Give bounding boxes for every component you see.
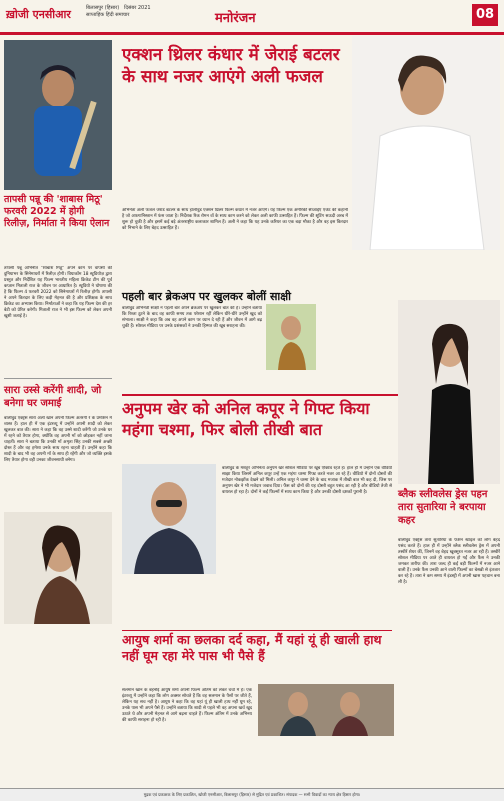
taapsee-headline: तापसी पन्नू की 'शाबास मिठू' फरवरी 2022 में होगी रिलीज़, निर्माता ने किया ऐलान [4,194,110,229]
ayush-body-2 [258,740,394,784]
sakshi-body: बॉलीवुड अभिनेत्री साक्षी ने पहली बार अपने ब्रेकअप पर खुलकर बात की है। उन्होंने बताया कि रिश्ता टूटने के बाद वह काफी समय तक परेशान रहीं लेकिन धीरे-धीरे उन्होंने खुद को संभाला। साक्षी ने कहा कि अब वह अपने काम पर ध्यान दे रही हैं और जीवन में आगे बढ़ चुकी हैं। सोशल मीडिया पर उनके प्रशंसकों ने उनकी हिम्मत की खूब सराहना की। [122,306,262,329]
section-divider-2 [122,630,392,631]
actor-portrait-illustration [122,464,216,574]
ali-headline: एक्शन थ्रिलर कंधार में जेराई बटलर के साथ नजर आएंगे अली फजल [122,45,340,87]
sara-body: बॉलीवुड एक्ट्रेस सारा अली खान अपनी फिल्म अतरंगी रे के प्रमोशन में व्यस्त हैं। हाल ही में एक इंटरव्यू में उन्होंने अपनी शादी को लेकर खुलकर बात की। सारा ने कहा कि वह उस्से शादी करेंगी जो उनके घर में रहने को तैयार होगा, क्योंकि वह अपनी माँ को छोड़कर नहीं जाना चाहतीं। सारा ने बताया कि उनकी माँ अमृता सिंह उनकी सबसे अच्छी दोस्त हैं और वह हमेशा उनके साथ रहना चाहती हैं। उन्होंने कहा कि शादी के बाद भी वह अपनी माँ के साथ ही रहेंगी और जो व्यक्ति इसके लिए तैयार होगा वही उनका जीवनसाथी बनेगा। [4,416,112,463]
ayush-body: सलमान खान के बहनोई आयुष शर्मा अपनी फिल्म अंतिम को लेकर चर्चा में हैं। एक इंटरव्यू में उन्होंने कहा कि लोग अक्सर सोचते हैं कि वह सलमान के पैसों पर जीते हैं, लेकिन यह सच नहीं है। आयुष ने कहा कि वह यहां यूं ही खाली हाथ नहीं घूम रहे, उनके पास भी अपने पैसे हैं। उन्होंने बताया कि शादी से पहले भी वह अपना खर्च खुद उठाते थे और अपनी मेहनत से आगे बढ़ना चाहते हैं। फिल्म अंतिम में उनके अभिनय की काफी सराहना हो रही है। [122,688,252,723]
anupam-headline: अनुपम खेर को अनिल कपूर ने गिफ्ट किया महंगा चश्मा, फिर बोली तीखी बात [122,399,370,439]
tara-photo [398,300,500,484]
sara-headline: सारा उस्से करेंगी शादी, जो बनेगा घर जमाई [4,385,102,409]
cricketer-illustration [4,40,112,190]
sara-photo [4,512,112,624]
sakshi-body-2 [320,306,360,390]
tara-body: बॉलीवुड एक्ट्रेस तारा सुतारिया के फैशन स्टाइल को लोग बेहद पसंद करते हैं। हाल ही में उन्होंने ब्लैक स्लीवलेस ड्रेस में अपनी तस्वीरें शेयर कीं, जिनमें वह बेहद खूबसूरत नजर आ रही हैं। तस्वीरें सोशल मीडिया पर आते ही वायरल हो गईं और फैंस ने उनकी जमकर तारीफ की। तारा जल्द ही कई बड़ी फिल्मों में नजर आने वाली हैं। उनके फैंस उनकी आने वाली फिल्मों का बेसब्री से इंतजार कर रहे हैं। तारा ने कम समय में इंडस्ट्री में अपनी खास पहचान बना ली है। [398,538,500,585]
ali-photo [352,36,500,250]
dateline: बिलासपुर (हिसार) दिसंबर 2021 साप्ताहिक हिंदी समाचार [86,5,151,18]
actors-duo-illustration [258,684,394,736]
section-title: मनोरंजन [215,11,256,26]
actress-thumb-illustration [266,304,316,370]
actress-figure-illustration [398,300,500,484]
brand-name: ख़ोजी एनसीआर [6,8,71,21]
footer-imprint: मुद्रक एवं प्रकाशक के लिए प्रकाशित, खोजी एनसीआर, बिलासपुर (हिसार) से मुद्रित एवं प्रकाशित। संपादक — सभी विवादों का न्याय क्षेत्र हिसार होगा। [0,788,504,801]
anupam-photo [122,464,216,574]
ayush-photo [258,684,394,736]
taapsee-body: तापसी पन्नू अभिनीत "शाबाश मिठू" अपने काम पर वापसी की दुनियाभर के सिनेमाघरों में रिलीज़ होगी। वियाकॉम 18 स्टूडियोज़ द्वारा प्रस्तुत और निर्देशित यह फिल्म भारतीय महिला क्रिकेट टीम की पूर्व कप्तान मिताली राज के जीवन पर आधारित है। स्टूडियो ने घोषणा की है कि फिल्म 4 फरवरी 2022 को सिनेमाघरों में रिलीज़ होगी। तापसी ने अपने किरदार के लिए कड़ी मेहनत की है और प्रशिक्षक के साथ क्रिकेट का अभ्यास किया। निर्माताओं ने कहा कि यह फिल्म देश की हर बेटी को प्रेरित करेगी। मिताली राज ने भी इस फिल्म को लेकर अपनी खुशी जताई है। [4,266,112,319]
ali-body: अभिनेता अली फजल जेरार्ड बटलर के साथ हॉलीवुड एक्शन थ्रिलर फिल्म कंधार में नजर आएंगे। यह फिल्म एक अमेरिकी सीआईए एजेंट की कहानी है जो अफगानिस्तान में फंस जाता है। निर्देशक रिक रोमन वॉ के साथ काम करने को लेकर अली काफी उत्साहित हैं। फिल्म की शूटिंग सऊदी अरब में शुरू हो चुकी है और इसमें कई बड़े अंतरराष्ट्रीय कलाकार शामिल हैं। अली ने कहा कि यह उनके करियर का एक बड़ा मौका है और वह इस किरदार को निभाने के लिए बेहद उत्साहित हैं। [122,208,348,231]
ayush-headline: आयुष शर्मा का छलका दर्द कहा, मैं यहां यूं ही खाली हाथ नहीं घूम रहा मेरे पास भी पैसे हैं [122,632,382,663]
divider [4,378,112,379]
anupam-body: बॉलीवुड के मशहूर अभिनेता अनुपम खेर सोशल मीडिया पर खूब एक्टिव रहते हैं। हाल ही में उन्होंने एक वीडियो साझा किया जिसमें अनिल कपूर उन्हें एक महंगा चश्मा गिफ्ट करते नजर आ रहे हैं। वीडियो में दोनों दोस्तों की मजेदार नोकझोंक देखने को मिली। अनिल कपूर ने चश्मा देने के बाद मजाक में तीखी बात भी कह दी, जिस पर अनुपम खेर ने भी मजेदार जवाब दिया। फैंस को दोनों की यह दोस्ती बहुत पसंद आ रही है और वीडियो तेजी से वायरल हो रहा है। दोनों ने कई फिल्मों में साथ काम किया है और उनकी दोस्ती दशकों पुरानी है। [222,466,392,495]
sakshi-photo [266,304,316,370]
page-number: 08 [472,4,498,26]
tara-headline: ब्लैक स्लीवलेस ड्रेस पहन तारा सुतारिया ने बरपाया कहर [398,489,488,526]
taapsee-photo [4,40,112,190]
actress-illustration [4,512,112,624]
actor-illustration [352,36,500,250]
masthead [0,0,504,35]
sakshi-headline: पहली बार ब्रेकअप पर खुलकर बोलीं साक्षी [122,290,291,303]
